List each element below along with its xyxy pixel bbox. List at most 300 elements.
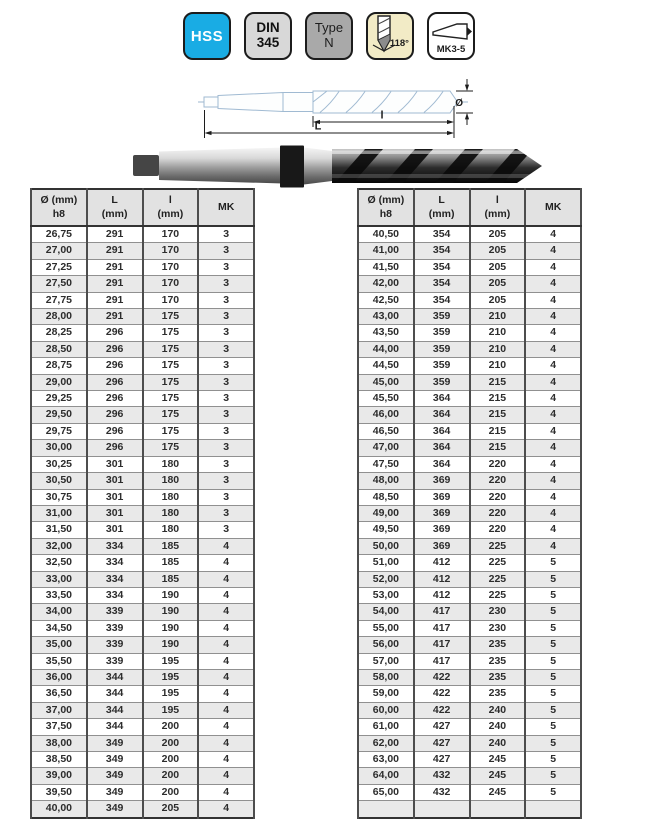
table-cell: 4 xyxy=(198,752,254,768)
table-cell: 422 xyxy=(414,669,470,685)
drill-size-table-left xyxy=(30,188,255,819)
table-row xyxy=(358,440,581,456)
table-cell: 4 xyxy=(525,226,581,243)
table-cell: 3 xyxy=(198,440,254,456)
table-row xyxy=(358,784,581,800)
table-cell: 195 xyxy=(143,686,199,702)
table-cell: 170 xyxy=(143,243,199,259)
table-row xyxy=(358,243,581,259)
table-cell: 39,50 xyxy=(31,784,87,800)
table-cell: 200 xyxy=(143,719,199,735)
table-cell: 4 xyxy=(525,374,581,390)
table-cell: 37,50 xyxy=(31,719,87,735)
table-row xyxy=(358,702,581,718)
table-cell: 46,00 xyxy=(358,407,414,423)
din-badge-line2: 345 xyxy=(256,35,280,50)
table-cell: 427 xyxy=(414,735,470,751)
type-badge-line2: N xyxy=(324,35,334,50)
table-cell: 349 xyxy=(87,784,143,800)
table-cell: 3 xyxy=(198,341,254,357)
table-cell: 37,00 xyxy=(31,702,87,718)
table-row xyxy=(31,719,254,735)
table-row xyxy=(31,259,254,275)
table-row xyxy=(358,719,581,735)
table-cell: 170 xyxy=(143,259,199,275)
table-cell: 4 xyxy=(198,719,254,735)
header-row xyxy=(31,189,254,226)
drill-photo xyxy=(125,142,550,190)
table-cell: 417 xyxy=(414,604,470,620)
table-cell: 344 xyxy=(87,686,143,702)
table-row xyxy=(358,571,581,587)
table-cell: 26,75 xyxy=(31,226,87,243)
table-cell: 5 xyxy=(525,637,581,653)
table-cell: 230 xyxy=(470,604,526,620)
table-cell: 4 xyxy=(525,292,581,308)
table-cell: 339 xyxy=(87,637,143,653)
table-cell: 38,00 xyxy=(31,735,87,751)
table-cell: 33,00 xyxy=(31,571,87,587)
table-cell: 359 xyxy=(414,325,470,341)
table-cell: 36,00 xyxy=(31,669,87,685)
point-angle-label: 118° xyxy=(389,38,409,49)
table-row xyxy=(358,309,581,325)
column-header: l (mm) xyxy=(470,189,526,226)
table-cell: 225 xyxy=(470,555,526,571)
flute-outline xyxy=(313,91,458,113)
table-cell: 57,00 xyxy=(358,653,414,669)
table-cell: 190 xyxy=(143,620,199,636)
table-row xyxy=(31,801,254,818)
table-cell: 3 xyxy=(198,309,254,325)
table-cell: 27,50 xyxy=(31,276,87,292)
table-cell: 296 xyxy=(87,341,143,357)
table-cell: 354 xyxy=(414,292,470,308)
table-row xyxy=(358,423,581,439)
photo-fluted-body xyxy=(332,149,542,183)
table-cell: 4 xyxy=(198,735,254,751)
type-badge-line1: Type xyxy=(314,20,344,36)
photo-tang xyxy=(133,155,159,176)
hss-badge xyxy=(183,12,231,60)
table-row xyxy=(358,752,581,768)
table-cell: 235 xyxy=(470,637,526,653)
table-cell: 349 xyxy=(87,768,143,784)
table-row xyxy=(31,752,254,768)
table-cell: 364 xyxy=(414,423,470,439)
table-cell: 296 xyxy=(87,391,143,407)
table-cell: 43,50 xyxy=(358,325,414,341)
table-cell: 35,50 xyxy=(31,653,87,669)
table-row xyxy=(31,686,254,702)
table-cell: 225 xyxy=(470,538,526,554)
table-cell: 245 xyxy=(470,784,526,800)
table-cell: 339 xyxy=(87,604,143,620)
table-cell: 301 xyxy=(87,456,143,472)
table-row xyxy=(31,226,254,243)
table-cell: 36,50 xyxy=(31,686,87,702)
table-cell: 215 xyxy=(470,407,526,423)
size-table-left-container xyxy=(30,188,255,819)
table-cell: 28,25 xyxy=(31,325,87,341)
table-cell: 46,50 xyxy=(358,423,414,439)
morse-taper-badge xyxy=(427,12,475,60)
table-cell: 412 xyxy=(414,587,470,603)
table-cell: 185 xyxy=(143,555,199,571)
table-cell: 170 xyxy=(143,226,199,243)
din-badge-line1: DIN xyxy=(256,20,280,36)
table-cell: 349 xyxy=(87,801,143,818)
table-cell: 5 xyxy=(525,571,581,587)
table-row xyxy=(358,259,581,275)
table-cell: 5 xyxy=(525,768,581,784)
table-cell: 215 xyxy=(470,374,526,390)
table-cell: 40,50 xyxy=(358,226,414,243)
table-cell: 220 xyxy=(470,473,526,489)
table-row xyxy=(31,325,254,341)
table-cell: 175 xyxy=(143,309,199,325)
table-cell: 5 xyxy=(525,604,581,620)
table-row xyxy=(358,358,581,374)
photo-neck xyxy=(304,148,332,185)
table-cell: 4 xyxy=(198,604,254,620)
table-cell: 205 xyxy=(470,292,526,308)
table-cell: 296 xyxy=(87,407,143,423)
table-row xyxy=(31,374,254,390)
table-row xyxy=(31,768,254,784)
table-cell: 180 xyxy=(143,489,199,505)
table-cell: 3 xyxy=(198,292,254,308)
table-cell: 412 xyxy=(414,571,470,587)
table-cell: 49,50 xyxy=(358,522,414,538)
table-cell: 344 xyxy=(87,669,143,685)
table-cell: 63,00 xyxy=(358,752,414,768)
column-header: L (mm) xyxy=(414,189,470,226)
table-cell: 334 xyxy=(87,571,143,587)
table-cell: 3 xyxy=(198,325,254,341)
table-row xyxy=(358,669,581,685)
table-cell: 30,50 xyxy=(31,473,87,489)
morse-taper-label: MK3-5 xyxy=(436,44,466,55)
table-cell: 30,25 xyxy=(31,456,87,472)
table-row xyxy=(31,407,254,423)
table-cell: 47,00 xyxy=(358,440,414,456)
table-cell: 3 xyxy=(198,473,254,489)
table-cell: 62,00 xyxy=(358,735,414,751)
table-cell: 354 xyxy=(414,259,470,275)
table-cell: 339 xyxy=(87,653,143,669)
table-cell: 4 xyxy=(525,341,581,357)
table-cell: 53,00 xyxy=(358,587,414,603)
table-row xyxy=(31,555,254,571)
table-cell: 3 xyxy=(198,522,254,538)
table-cell: 235 xyxy=(470,653,526,669)
table-cell: 417 xyxy=(414,653,470,669)
table-row xyxy=(31,637,254,653)
table-cell: 4 xyxy=(525,243,581,259)
table-cell: 210 xyxy=(470,309,526,325)
dim-label-diameter: Ø xyxy=(455,98,463,109)
table-cell: 344 xyxy=(87,702,143,718)
table-cell: 296 xyxy=(87,440,143,456)
drill-size-table-right xyxy=(357,188,582,819)
table-cell: 369 xyxy=(414,473,470,489)
table-cell: 291 xyxy=(87,309,143,325)
table-cell: 354 xyxy=(414,276,470,292)
table-row xyxy=(31,276,254,292)
table-row xyxy=(358,391,581,407)
table-cell: 417 xyxy=(414,637,470,653)
table-cell: 291 xyxy=(87,276,143,292)
table-cell: 215 xyxy=(470,440,526,456)
table-cell: 427 xyxy=(414,719,470,735)
table-cell: 215 xyxy=(470,391,526,407)
table-cell: 364 xyxy=(414,407,470,423)
table-row xyxy=(31,604,254,620)
column-header: MK xyxy=(525,189,581,226)
table-cell: 205 xyxy=(470,243,526,259)
table-cell: 34,50 xyxy=(31,620,87,636)
column-header: MK xyxy=(198,189,254,226)
table-row xyxy=(31,341,254,357)
table-row xyxy=(358,555,581,571)
table-cell: 235 xyxy=(470,669,526,685)
table-cell: 49,00 xyxy=(358,505,414,521)
table-cell: 28,00 xyxy=(31,309,87,325)
table-cell: 5 xyxy=(525,735,581,751)
table-cell: 200 xyxy=(143,784,199,800)
table-cell: 4 xyxy=(198,702,254,718)
table-row xyxy=(358,473,581,489)
table-cell: 29,75 xyxy=(31,423,87,439)
table-cell: 4 xyxy=(198,784,254,800)
table-cell: 44,00 xyxy=(358,341,414,357)
table-cell: 4 xyxy=(198,555,254,571)
table-cell: 41,50 xyxy=(358,259,414,275)
table-cell: 296 xyxy=(87,358,143,374)
table-cell: 190 xyxy=(143,604,199,620)
table-cell: 220 xyxy=(470,489,526,505)
column-header: l (mm) xyxy=(143,189,199,226)
dim-label-flute-length: l xyxy=(380,109,384,122)
table-cell: 4 xyxy=(198,653,254,669)
table-row xyxy=(31,292,254,308)
table-cell: 61,00 xyxy=(358,719,414,735)
table-row xyxy=(31,243,254,259)
table-cell: 4 xyxy=(198,669,254,685)
table-cell: 296 xyxy=(87,374,143,390)
table-cell: 200 xyxy=(143,768,199,784)
table-cell: 4 xyxy=(198,768,254,784)
table-cell: 28,75 xyxy=(31,358,87,374)
table-cell: 27,75 xyxy=(31,292,87,308)
table-cell: 35,00 xyxy=(31,637,87,653)
table-row xyxy=(31,391,254,407)
table-cell: 301 xyxy=(87,505,143,521)
column-header: L (mm) xyxy=(87,189,143,226)
table-row xyxy=(358,801,581,818)
table-cell: 59,00 xyxy=(358,686,414,702)
tang-outline xyxy=(204,97,218,107)
table-cell: 175 xyxy=(143,440,199,456)
header-row xyxy=(358,189,581,226)
table-row xyxy=(358,522,581,538)
table-cell: 51,00 xyxy=(358,555,414,571)
column-header: Ø (mm) h8 xyxy=(358,189,414,226)
table-cell: 44,50 xyxy=(358,358,414,374)
table-cell: 4 xyxy=(198,637,254,653)
table-cell: 334 xyxy=(87,587,143,603)
table-cell: 3 xyxy=(198,259,254,275)
table-cell: 5 xyxy=(525,587,581,603)
table-cell: 190 xyxy=(143,587,199,603)
table-row xyxy=(358,226,581,243)
table-cell: 42,00 xyxy=(358,276,414,292)
table-cell: 56,00 xyxy=(358,637,414,653)
table-cell: 195 xyxy=(143,669,199,685)
table-cell: 4 xyxy=(525,456,581,472)
table-cell: 349 xyxy=(87,735,143,751)
hss-badge-label: HSS xyxy=(190,27,224,45)
table-row xyxy=(358,325,581,341)
table-cell: 210 xyxy=(470,325,526,341)
table-cell: 175 xyxy=(143,341,199,357)
table-cell: 180 xyxy=(143,456,199,472)
taper-shank-icon xyxy=(431,20,473,44)
table-cell: 4 xyxy=(198,538,254,554)
table-cell: 245 xyxy=(470,752,526,768)
table-row xyxy=(358,686,581,702)
din-345-badge xyxy=(244,12,292,60)
table-cell: 210 xyxy=(470,358,526,374)
table-row xyxy=(31,587,254,603)
table-cell: 334 xyxy=(87,555,143,571)
table-cell: 175 xyxy=(143,374,199,390)
table-cell: 55,00 xyxy=(358,620,414,636)
table-cell: 364 xyxy=(414,456,470,472)
table-cell: 291 xyxy=(87,243,143,259)
table-cell: 29,00 xyxy=(31,374,87,390)
table-cell: 3 xyxy=(198,358,254,374)
table-cell: 185 xyxy=(143,571,199,587)
table-cell: 205 xyxy=(143,801,199,818)
shank-outline xyxy=(218,93,283,112)
table-row xyxy=(358,587,581,603)
table-cell: 54,00 xyxy=(358,604,414,620)
table-row xyxy=(31,309,254,325)
table-cell: 42,50 xyxy=(358,292,414,308)
table-cell: 200 xyxy=(143,752,199,768)
table-cell: 301 xyxy=(87,522,143,538)
table-cell: 220 xyxy=(470,522,526,538)
table-cell: 4 xyxy=(198,801,254,818)
table-cell: 32,50 xyxy=(31,555,87,571)
table-cell: 240 xyxy=(470,702,526,718)
table-cell: 369 xyxy=(414,505,470,521)
table-cell: 4 xyxy=(525,505,581,521)
table-row xyxy=(358,341,581,357)
table-row xyxy=(358,538,581,554)
table-cell: 4 xyxy=(198,686,254,702)
table-cell xyxy=(470,801,526,818)
table-cell: 334 xyxy=(87,538,143,554)
table-cell: 190 xyxy=(143,637,199,653)
product-badges xyxy=(0,12,658,60)
table-cell: 5 xyxy=(525,702,581,718)
table-row xyxy=(31,735,254,751)
table-cell: 5 xyxy=(525,555,581,571)
neck-outline xyxy=(283,93,313,112)
table-cell: 5 xyxy=(525,752,581,768)
table-cell: 4 xyxy=(525,473,581,489)
table-cell: 427 xyxy=(414,752,470,768)
table-cell: 58,00 xyxy=(358,669,414,685)
table-cell: 3 xyxy=(198,391,254,407)
table-cell: 41,00 xyxy=(358,243,414,259)
table-cell: 4 xyxy=(198,587,254,603)
table-cell: 364 xyxy=(414,391,470,407)
table-cell: 3 xyxy=(198,374,254,390)
table-row xyxy=(358,637,581,653)
table-row xyxy=(31,702,254,718)
photo-collar xyxy=(280,146,304,188)
table-cell: 185 xyxy=(143,538,199,554)
table-cell: 5 xyxy=(525,719,581,735)
table-cell: 225 xyxy=(470,571,526,587)
table-cell: 4 xyxy=(525,522,581,538)
table-row xyxy=(31,522,254,538)
table-cell: 4 xyxy=(525,325,581,341)
table-cell: 3 xyxy=(198,243,254,259)
table-row xyxy=(358,407,581,423)
table-cell: 220 xyxy=(470,505,526,521)
table-row xyxy=(31,423,254,439)
table-cell: 34,00 xyxy=(31,604,87,620)
type-n-badge xyxy=(305,12,353,60)
table-cell: 4 xyxy=(525,538,581,554)
table-cell: 48,50 xyxy=(358,489,414,505)
table-cell: 4 xyxy=(525,259,581,275)
table-cell: 33,50 xyxy=(31,587,87,603)
table-cell: 48,00 xyxy=(358,473,414,489)
table-cell: 359 xyxy=(414,358,470,374)
table-row xyxy=(31,473,254,489)
table-cell: 30,75 xyxy=(31,489,87,505)
table-cell: 432 xyxy=(414,784,470,800)
table-cell: 65,00 xyxy=(358,784,414,800)
table-cell: 39,00 xyxy=(31,768,87,784)
table-cell: 230 xyxy=(470,620,526,636)
table-cell: 180 xyxy=(143,522,199,538)
table-cell: 422 xyxy=(414,702,470,718)
table-cell: 205 xyxy=(470,276,526,292)
table-cell: 344 xyxy=(87,719,143,735)
table-cell: 3 xyxy=(198,423,254,439)
table-cell: 30,00 xyxy=(31,440,87,456)
table-cell: 175 xyxy=(143,358,199,374)
table-cell: 240 xyxy=(470,719,526,735)
table-cell: 4 xyxy=(525,440,581,456)
table-cell: 220 xyxy=(470,456,526,472)
table-row xyxy=(31,456,254,472)
table-cell: 175 xyxy=(143,391,199,407)
table-cell: 205 xyxy=(470,226,526,243)
table-cell: 3 xyxy=(198,505,254,521)
table-cell: 296 xyxy=(87,423,143,439)
table-cell: 4 xyxy=(525,489,581,505)
table-cell: 349 xyxy=(87,752,143,768)
table-cell: 175 xyxy=(143,407,199,423)
